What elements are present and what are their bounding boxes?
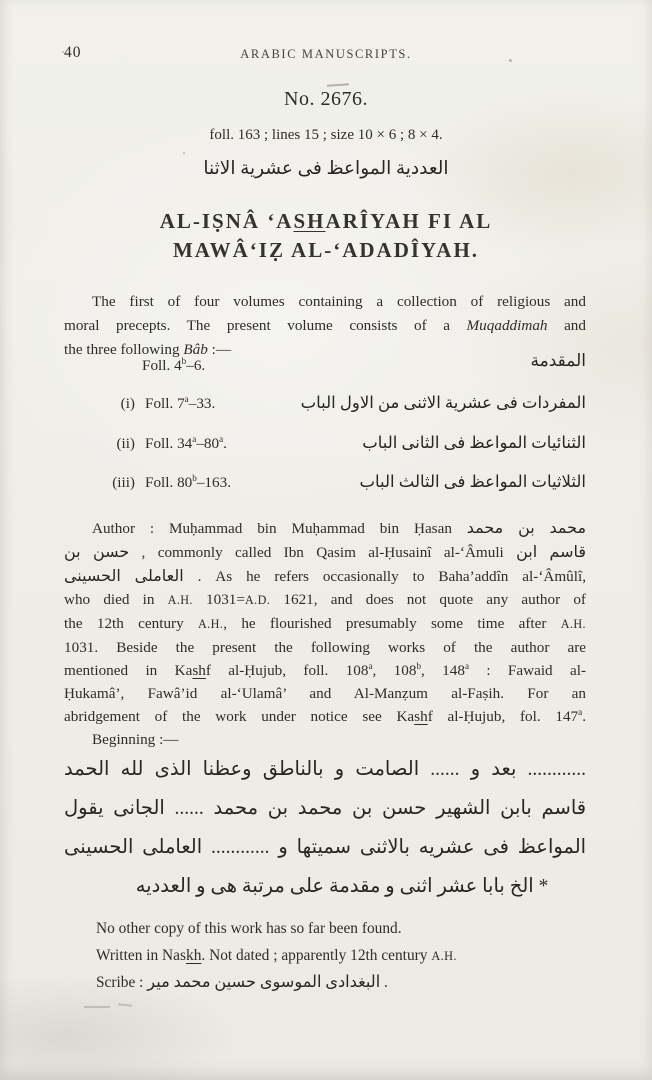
bab-row <box>64 472 586 492</box>
scan-speck <box>62 51 64 53</box>
beginning-arabic-line: الحمد لله الذى وعظنا بالناطق و الصامت ...... و بعد ............ <box>64 757 587 780</box>
bab-arabic-title: الباب الثالث فى المواعظ الثلاثيات <box>359 472 586 491</box>
transliterated-title <box>46 207 606 265</box>
collation-line: foll. 163 ; lines 15 ; size 10 × 6 ; 8 × 4. <box>209 127 443 143</box>
muqaddimah-foll-range: Foll. 4$^b$–6. <box>142 355 206 374</box>
bab-index: (ii) <box>116 435 135 452</box>
bab-foll-range: Foll. 80$^b$–163. <box>145 472 231 491</box>
beginning-arabic-line: الحسينى العاملى ............ و سميتها بالاثنى عشريه فى المواعظ <box>64 835 587 858</box>
author-line: الحسينى العاملى . As he refers occasionally to Baha’addîn al-‘Âmûlî, <box>64 566 586 585</box>
bab-row <box>64 393 586 413</box>
muqaddimah-row <box>64 351 586 377</box>
beginning-label: Beginning :— <box>92 731 179 748</box>
beginning-arabic-line: يقول الجانى ...... محمد بن محمد بن حسن الشهير بابن قاسم <box>64 796 587 819</box>
description-line: The first of four volumes containing a collection of religious and <box>92 293 586 310</box>
scan-speck <box>509 59 512 62</box>
author-line: Ḥukamâ’, Fawâ’id al-‘Ulamâ’ and Al-Manẓum al-Faṣih. For an <box>64 685 586 702</box>
description-line: the three following Bâb :— <box>64 341 232 358</box>
pencil-mark <box>118 1003 132 1006</box>
entry-number: No. 2676. <box>284 88 368 110</box>
note-line: Written in Naskh. Not dated ; apparently 12th century A.H. <box>96 946 457 964</box>
bab-foll-range: Foll. 34$^a$–80$^a$. <box>145 433 227 452</box>
page-number: 40 <box>64 44 82 61</box>
author-line: بن حسن , commonly called Ibn Qasim al-Ḥusainî al-‘Âmuli ابن قاسم <box>64 542 586 561</box>
author-line: abridgement of the work under notice see Kashf al-Ḥujub, fol. 147$^a$. <box>64 706 586 725</box>
author-line: Author : Muḥammad bin Muḥammad bin Ḥasan محمد بن محمد <box>92 518 586 537</box>
beginning-arabic-line: العدديه و هى مرتبة على مقدمة و اثنى عشر بابا الخ * <box>135 874 549 897</box>
beginning-arabic-block <box>64 750 586 906</box>
scan-stray-mark <box>327 83 349 87</box>
bab-row <box>64 433 586 453</box>
note-line: No other copy of this work has so far been found. <box>96 920 402 937</box>
author-paragraph <box>64 516 586 751</box>
muqaddimah-arabic-label: المقدمة <box>530 351 586 371</box>
author-line: who died in A.H. 1031=A.D. 1621, and does not quote any author of <box>64 591 586 608</box>
description-line: moral precepts. The present volume consists of a Muqaddimah and <box>64 317 586 334</box>
bab-index: (i) <box>120 395 135 412</box>
transliterated-title-line-1: AL-IṢNÂ ‘ASHARÎYAH FI AL <box>159 209 493 233</box>
scribe-line: Scribe : مير محمد حسين الموسوى البغدادى . <box>96 972 388 991</box>
notes-block <box>96 916 586 997</box>
author-line: mentioned in Kashf al-Ḥujub, foll. 108$^a$, 108$^b$, 148$^a$ : Fawaid al- <box>64 660 587 679</box>
author-line: the 12th century A.H., he flourished presumably some time after A.H. <box>64 615 586 632</box>
scan-speck <box>183 152 185 154</box>
bab-arabic-title: الباب الاول من الاثنى عشرية فى المفردات <box>300 393 586 412</box>
running-title: ARABIC MANUSCRIPTS. <box>240 47 412 61</box>
bab-index: (iii) <box>112 474 135 491</box>
author-line: 1031. Beside the present the following works of the author are <box>64 639 586 656</box>
bab-foll-range: Foll. 7$^a$–33. <box>145 393 216 412</box>
arabic-title: الاثنا عشرية فى المواعظ العددية <box>203 158 449 179</box>
pencil-mark <box>84 1006 110 1008</box>
transliterated-title-line-2: MAWÂ‘IẒ AL-‘ADADÎYAH. <box>172 238 480 262</box>
bab-arabic-title: الباب الثانى فى المواعظ الثنائيات <box>362 433 586 452</box>
